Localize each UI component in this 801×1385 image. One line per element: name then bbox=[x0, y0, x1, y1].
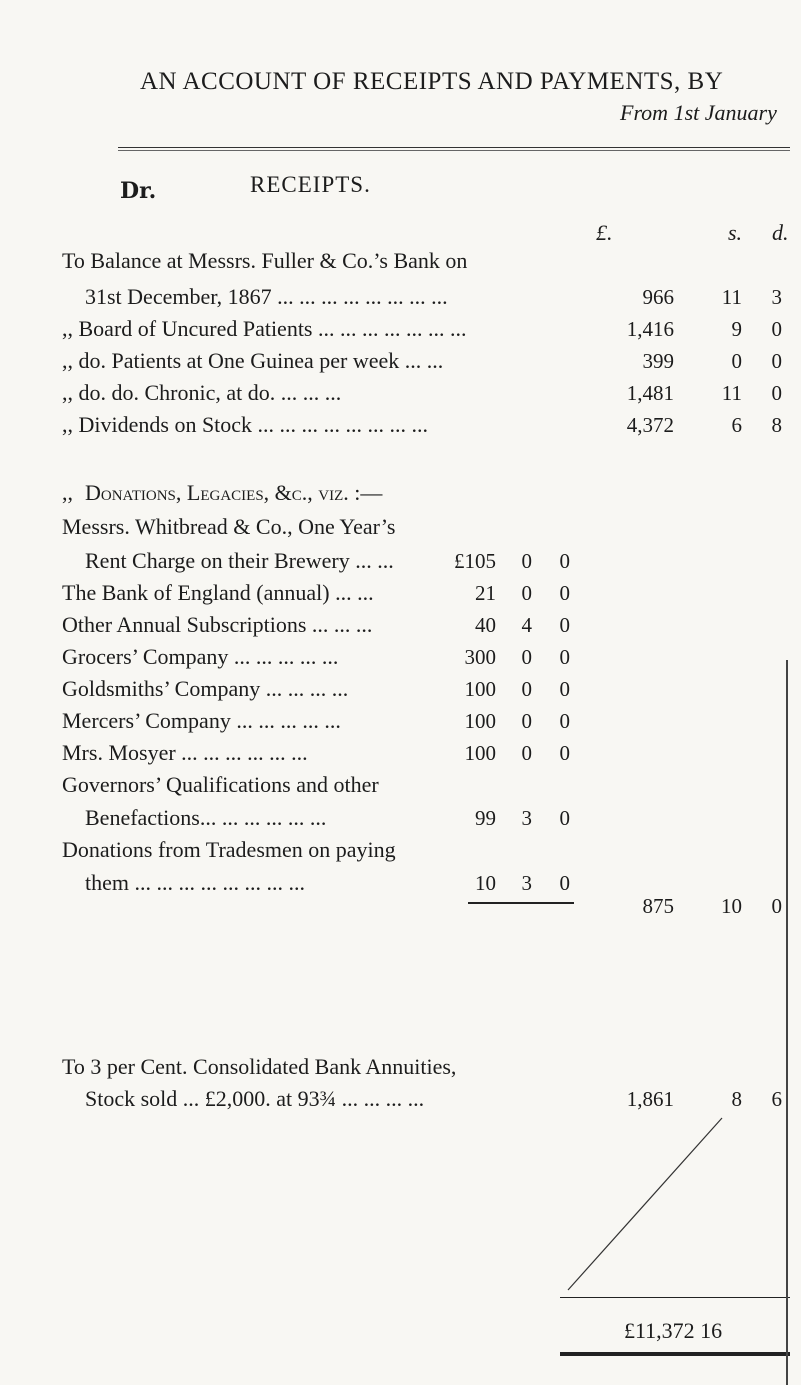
dividends-line: ,, Dividends on Stock ... ... ... ... ... ... ... ... bbox=[62, 412, 429, 437]
grocers-pounds: 300 bbox=[464, 645, 496, 669]
patients-pence: 0 bbox=[771, 349, 782, 373]
donations-heading: Donations, Legacies, &c., viz. :— bbox=[85, 480, 383, 505]
consols-shillings: 8 bbox=[731, 1087, 742, 1111]
whitbread-line-1: Messrs. Whitbread & Co., One Year’s bbox=[62, 514, 396, 539]
tradesmen-pence: 0 bbox=[559, 871, 570, 895]
mosyer-line: Mrs. Mosyer ... ... ... ... ... ... bbox=[62, 740, 308, 765]
goldsmiths-line: Goldsmiths’ Company ... ... ... ... bbox=[62, 676, 349, 701]
balance-pence: 3 bbox=[771, 285, 782, 309]
governors-line-2: Benefactions... ... ... ... ... ... bbox=[85, 805, 327, 830]
goldsmiths-pounds: 100 bbox=[464, 677, 496, 701]
board-shillings: 9 bbox=[731, 317, 742, 341]
grocers-pence: 0 bbox=[559, 645, 570, 669]
patients-pounds: 399 bbox=[642, 349, 674, 373]
mosyer-pence: 0 bbox=[559, 741, 570, 765]
governors-line-1: Governors’ Qualifications and other bbox=[62, 772, 379, 797]
balance-shillings: 11 bbox=[721, 285, 742, 309]
board-pounds: 1,416 bbox=[626, 317, 674, 341]
grocers-line: Grocers’ Company ... ... ... ... ... bbox=[62, 644, 339, 669]
other-shillings: 4 bbox=[521, 613, 532, 637]
whitbread-line-2: Rent Charge on their Brewery ... ... bbox=[85, 548, 394, 573]
board-line: ,, Board of Uncured Patients ... ... ... ... ... ... ... bbox=[62, 316, 467, 341]
tradesmen-line-1: Donations from Tradesmen on paying bbox=[62, 837, 396, 862]
balance-line-1: To Balance at Messrs. Fuller & Co.’s Bank on bbox=[62, 248, 468, 273]
chronic-pounds: 1,481 bbox=[626, 381, 674, 405]
goldsmiths-pence: 0 bbox=[559, 677, 570, 701]
chronic-line: ,, do. do. Chronic, at do. ... ... ... bbox=[62, 380, 342, 405]
board-pence: 0 bbox=[771, 317, 782, 341]
consols-pence: 6 bbox=[771, 1087, 782, 1111]
whitbread-pounds: £105 bbox=[454, 549, 496, 573]
mosyer-pounds: 100 bbox=[464, 741, 496, 765]
balance-line-2: 31st December, 1867 ... ... ... ... ... ... ... ... bbox=[85, 284, 448, 309]
pounds-column-head: £. bbox=[596, 220, 613, 245]
consols-pounds: 1,861 bbox=[626, 1087, 674, 1111]
other-pounds: 40 bbox=[475, 613, 496, 637]
chronic-pence: 0 bbox=[771, 381, 782, 405]
tradesmen-pounds: 10 bbox=[475, 871, 496, 895]
mercers-line: Mercers’ Company ... ... ... ... ... bbox=[62, 708, 341, 733]
boe-pence: 0 bbox=[559, 581, 570, 605]
page-title: AN ACCOUNT OF RECEIPTS AND PAYMENTS, BY bbox=[140, 68, 724, 95]
mosyer-shillings: 0 bbox=[521, 741, 532, 765]
donations-subtotal-pence: 0 bbox=[771, 894, 782, 918]
dividends-pounds: 4,372 bbox=[626, 413, 674, 437]
boe-pounds: 21 bbox=[475, 581, 496, 605]
total-rule bbox=[560, 1297, 790, 1298]
other-subscriptions-line: Other Annual Subscriptions ... ... ... bbox=[62, 612, 373, 637]
page-edge bbox=[786, 660, 794, 1385]
chronic-shillings: 11 bbox=[721, 381, 742, 405]
page-subtitle: From 1st January bbox=[620, 100, 777, 125]
tradesmen-line-2: them ... ... ... ... ... ... ... ... bbox=[85, 870, 305, 895]
total-double-rule bbox=[560, 1352, 790, 1356]
debit-mark: Dr. bbox=[120, 178, 157, 204]
other-pence: 0 bbox=[559, 613, 570, 637]
patients-shillings: 0 bbox=[731, 349, 742, 373]
whitbread-pence: 0 bbox=[559, 549, 570, 573]
mercers-pence: 0 bbox=[559, 709, 570, 733]
consols-line-1: To 3 per Cent. Consolidated Bank Annuities, bbox=[62, 1054, 457, 1079]
boe-line: The Bank of England (annual) ... ... bbox=[62, 580, 374, 605]
donations-subtotal-shillings: 10 bbox=[721, 894, 742, 918]
goldsmiths-shillings: 0 bbox=[521, 677, 532, 701]
donations-subtotal-pounds: 875 bbox=[642, 894, 674, 918]
whitbread-shillings: 0 bbox=[521, 549, 532, 573]
governors-pence: 0 bbox=[559, 806, 570, 830]
mercers-pounds: 100 bbox=[464, 709, 496, 733]
pence-column-head: d. bbox=[772, 220, 789, 245]
donations-prefix: ,, bbox=[62, 480, 73, 505]
tradesmen-shillings: 3 bbox=[521, 871, 532, 895]
boe-shillings: 0 bbox=[521, 581, 532, 605]
grocers-shillings: 0 bbox=[521, 645, 532, 669]
balance-pounds: 966 bbox=[642, 285, 674, 309]
section-heading: RECEIPTS. bbox=[250, 172, 371, 197]
mercers-shillings: 0 bbox=[521, 709, 532, 733]
governors-shillings: 3 bbox=[521, 806, 532, 830]
patients-line: ,, do. Patients at One Guinea per week ... ... bbox=[62, 348, 444, 373]
governors-pounds: 99 bbox=[475, 806, 496, 830]
dividends-pence: 8 bbox=[771, 413, 782, 437]
dividends-shillings: 6 bbox=[731, 413, 742, 437]
shillings-column-head: s. bbox=[728, 220, 743, 245]
grand-total: £11,372 16 bbox=[624, 1318, 723, 1343]
consols-line-2: Stock sold ... £2,000. at 93¾ ... ... ... ... bbox=[85, 1086, 425, 1111]
